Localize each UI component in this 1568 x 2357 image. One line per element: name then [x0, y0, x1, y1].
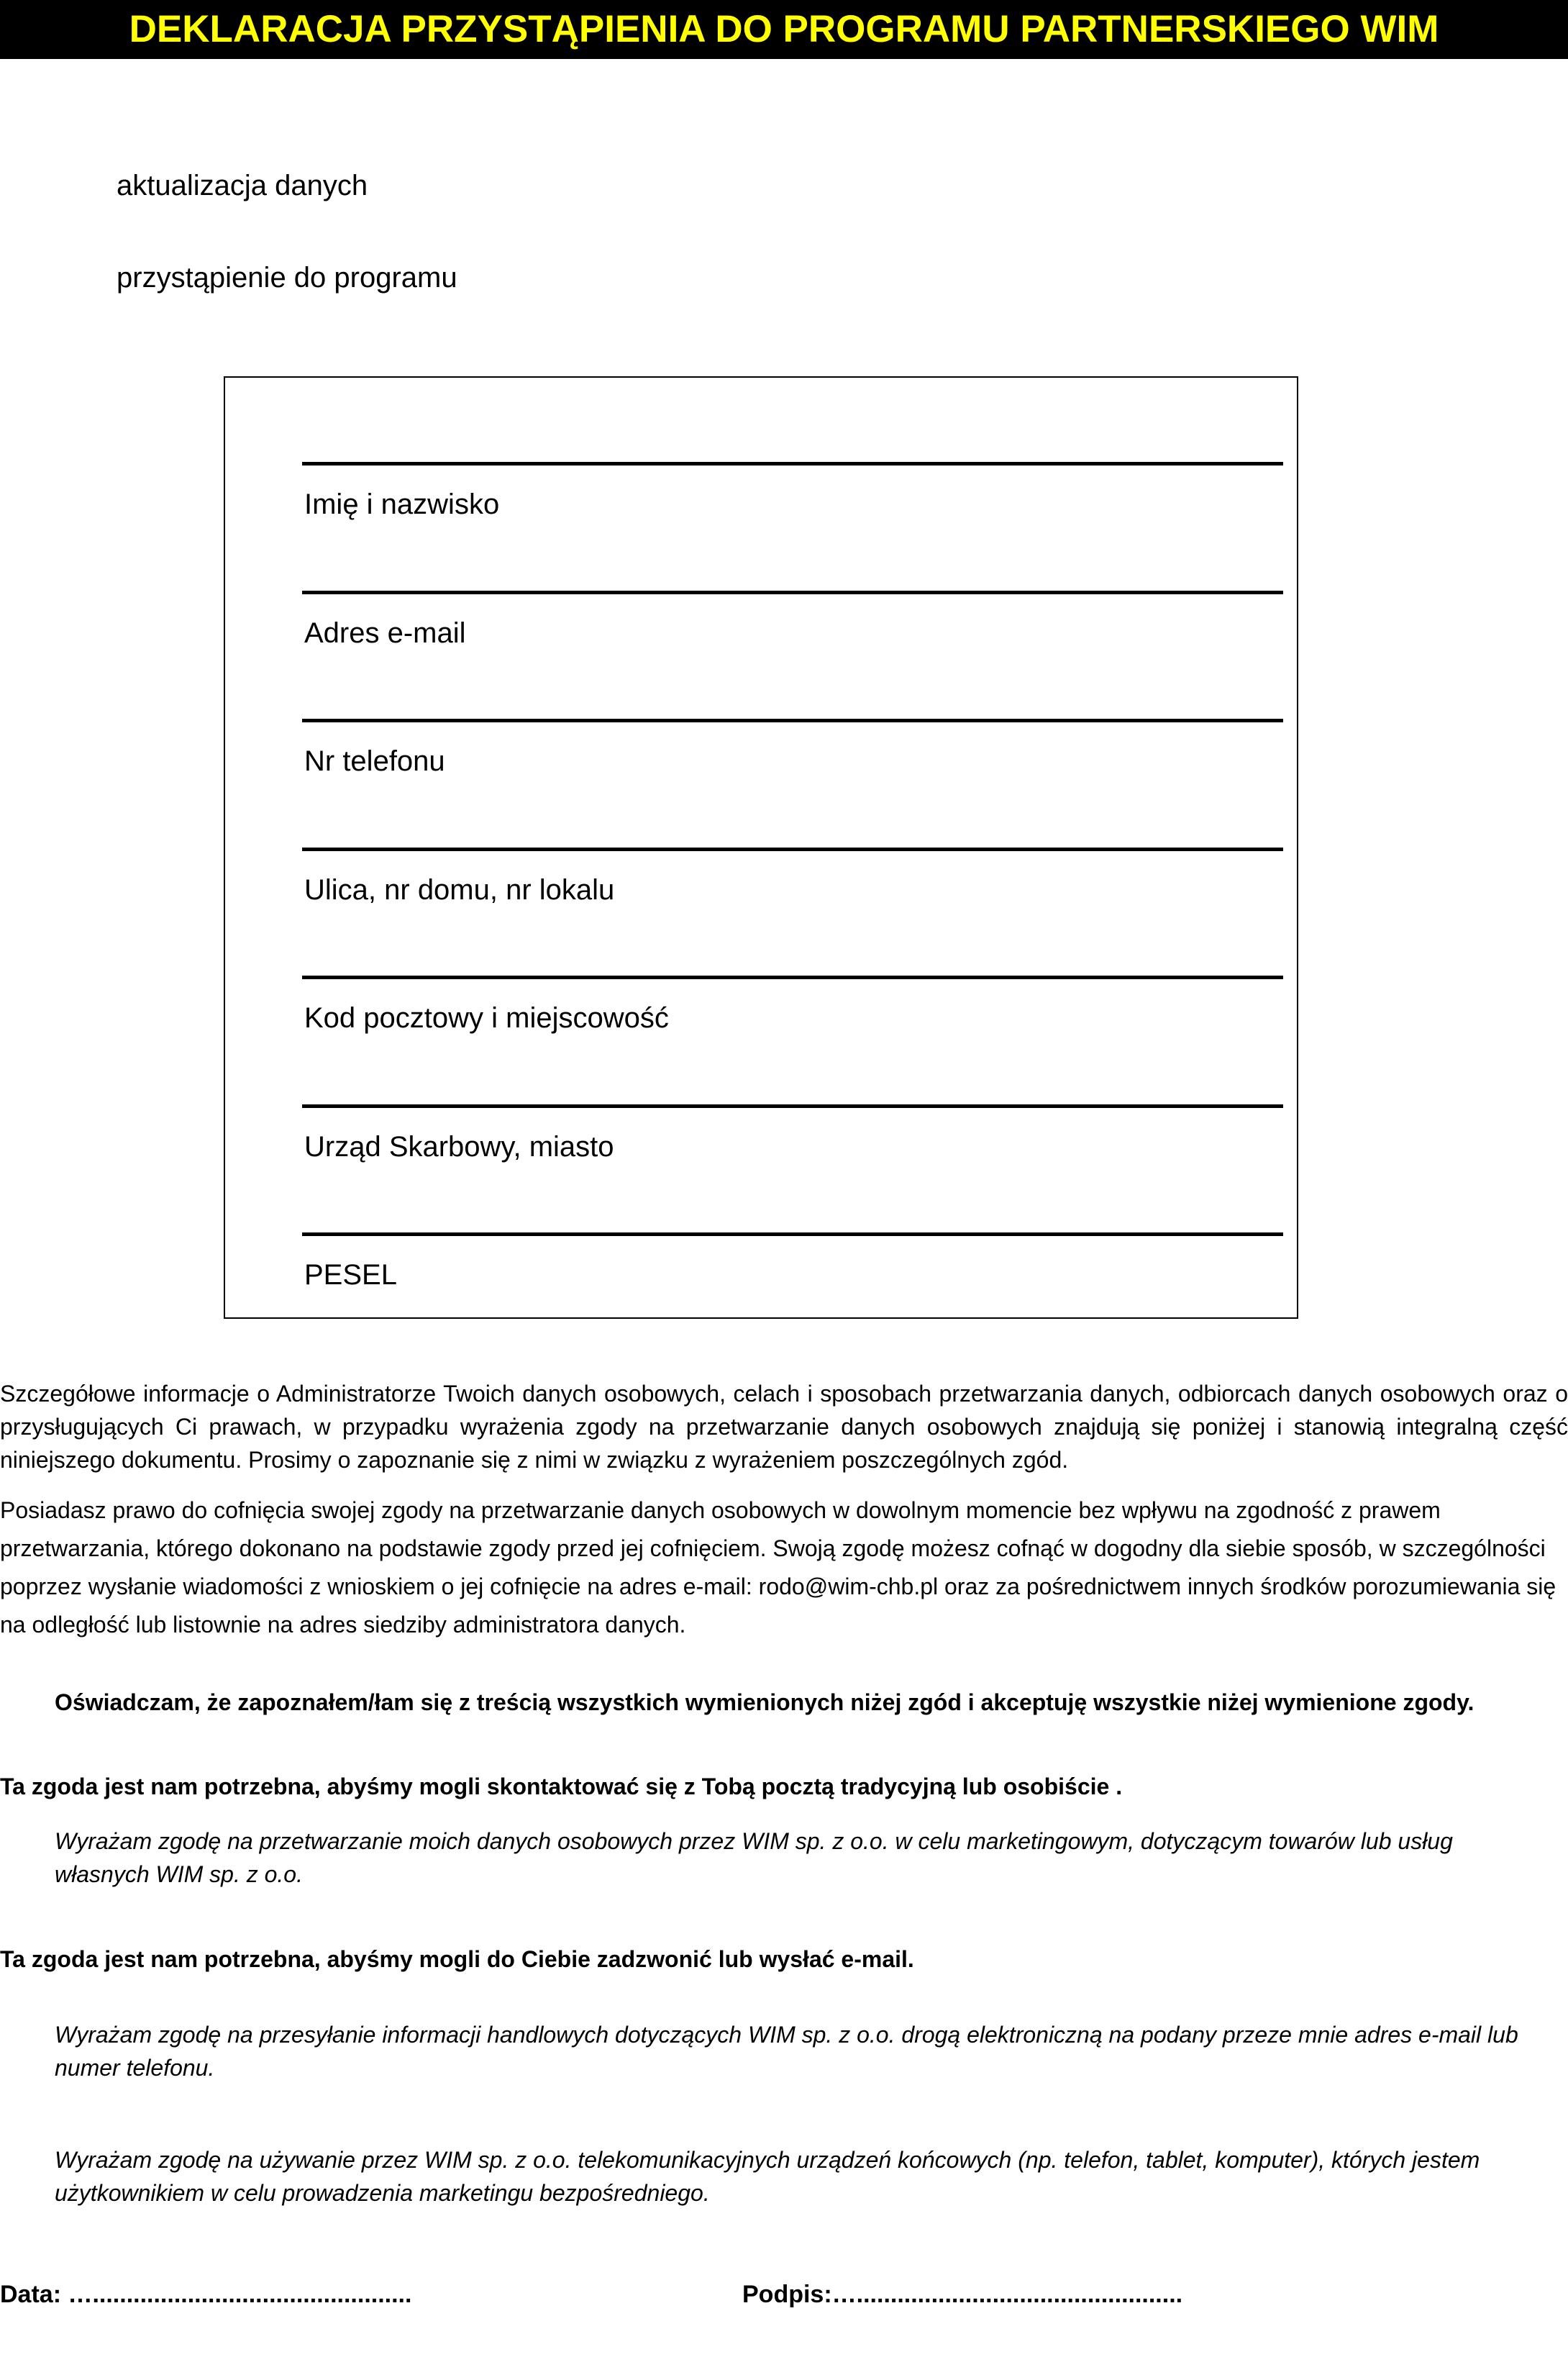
- tax-office-field-line[interactable]: [302, 1104, 1283, 1108]
- name-field-line[interactable]: [302, 462, 1283, 466]
- option-join-program[interactable]: przystąpienie do programu: [117, 262, 457, 294]
- email-field-label: Adres e-mail: [304, 617, 466, 649]
- postal-city-field-label: Kod pocztowy i miejscowość: [304, 1002, 669, 1034]
- pesel-field-line[interactable]: [302, 1232, 1283, 1236]
- consent-heading-post: Ta zgoda jest nam potrzebna, abyśmy mogli skontaktować się z Tobą pocztą tradycyjną lub osobiście .: [0, 1774, 1123, 1799]
- consent-marketing[interactable]: Wyrażam zgodę na przetwarzanie moich danych osobowych przez WIM sp. z o.o. w celu marketingowym, dotyczącym towarów lub usług własnych WIM sp. z o.o.: [55, 1828, 1453, 1887]
- header-bar: [0, 0, 1568, 59]
- date-field[interactable]: Data: …...............................................: [0, 2281, 412, 2308]
- declaration-statement: Oświadczam, że zapoznałem/łam się z treścią wszystkich wymienionych niżej zgód i akceptuję wszystkie niżej wymienione zgody.: [55, 1689, 1474, 1715]
- street-field-label: Ulica, nr domu, nr lokalu: [304, 874, 615, 906]
- consent-terminal-devices[interactable]: Wyrażam zgodę na używanie przez WIM sp. z o.o. telekomunikacyjnych urządzeń końcowych (np. telefon, tablet, komputer), których jestem użytkownikiem w celu prowadzenia marketingu bezpośredniego.: [55, 2147, 1480, 2206]
- email-field-line[interactable]: [302, 591, 1283, 594]
- phone-field-line[interactable]: [302, 719, 1283, 722]
- street-field-line[interactable]: [302, 848, 1283, 851]
- document-title: DEKLARACJA PRZYSTĄPIENIA DO PROGRAMU PARTNERSKIEGO WIM: [129, 8, 1439, 50]
- pesel-field-label: PESEL: [304, 1259, 397, 1291]
- name-field-label: Imię i nazwisko: [304, 489, 500, 520]
- signature-field[interactable]: Podpis:…................................................: [742, 2281, 1183, 2308]
- option-update-data[interactable]: aktualizacja danych: [117, 170, 368, 201]
- personal-data-form: [224, 376, 1298, 1319]
- phone-field-label: Nr telefonu: [304, 745, 445, 777]
- consent-electronic-info[interactable]: Wyrażam zgodę na przesyłanie informacji handlowych dotyczących WIM sp. z o.o. drogą elektroniczną na podany przeze mnie adres e-mail lub numer telefonu.: [55, 2022, 1518, 2081]
- consent-heading-phone-email: Ta zgoda jest nam potrzebna, abyśmy mogli do Ciebie zadzwonić lub wysłać e-mail.: [0, 1946, 914, 1972]
- info-paragraph-admin: Szczegółowe informacje o Administratorze Twoich danych osobowych, celach i sposobach przetwarzania danych, odbiorcach danych osobowych oraz o przysługujących Ci prawach, w przypadku wyrażenia zgody na przetwarzanie danych osobowych znajdują się poniżej i stanowią integralną część niniejszego dokumentu. Prosimy o zapoznanie się z nimi w związku z wyrażeniem poszczególnych zgód.: [0, 1381, 1568, 1473]
- postal-city-field-line[interactable]: [302, 976, 1283, 979]
- info-paragraph-withdrawal: Posiadasz prawo do cofnięcia swojej zgody na przetwarzanie danych osobowych w dowolnym momencie bez wpływu na zgodność z prawem przetwarzania, którego dokonano na podstawie zgody przed jej cofnięciem. Swoją zgodę możesz cofnąć w dogodny dla siebie sposób, w szczególności poprzez wysłanie wiadomości z wnioskiem o jej cofnięcie na adres e-mail: rodo@wim-chb.pl oraz za pośrednictwem innych środków porozumiewania się na odległość lub listownie na adres siedziby administratora danych.: [0, 1497, 1556, 1638]
- tax-office-field-label: Urząd Skarbowy, miasto: [304, 1131, 614, 1163]
